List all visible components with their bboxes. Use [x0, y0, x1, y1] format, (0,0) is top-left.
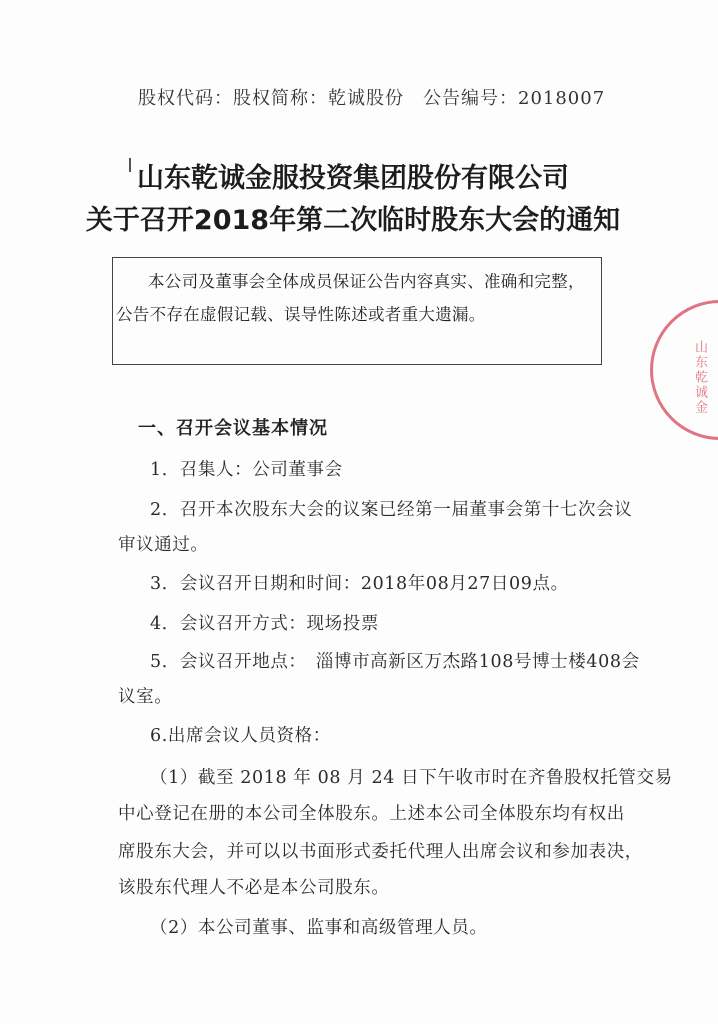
item-eligibility: 6.出席会议人员资格：: [150, 726, 331, 746]
item-location: 5．会议召开地点： 淄博市高新区万杰路108号博士楼408会: [150, 652, 640, 672]
company-seal-text: 山东乾诚金: [692, 340, 707, 415]
item-datetime: 3．会议召开日期和时间：2018年08月27日09点。: [150, 574, 569, 594]
item-shareholders-cont-3: 该股东代理人不必是本公司股东。: [118, 878, 390, 898]
item-proposal-cont: 审议通过。: [118, 535, 209, 555]
item-convener: 1．召集人：公司董事会: [150, 460, 343, 480]
item-shareholders-cont-2: 席股东大会，并可以以书面形式委托代理人出席会议和参加表决，: [118, 842, 643, 862]
item-proposal: 2．召开本次股东大会的议案已经第一届董事会第十七次会议: [150, 500, 633, 520]
company-title: 山东乾诚金服投资集团股份有限公司: [137, 163, 569, 194]
item-location-cont: 议室。: [118, 687, 173, 707]
section-heading: 一、召开会议基本情况: [138, 418, 328, 439]
disclaimer-line-1: 本公司及董事会全体成员保证公告内容真实、准确和完整，: [148, 272, 585, 291]
notice-title: 关于召开2018年第二次临时股东大会的通知: [85, 205, 621, 236]
stock-code-line: 股权代码：股权简称：乾诚股份 公告编号：2018007: [138, 88, 606, 109]
disclaimer-line-2: 公告不存在虚假记载、误导性陈述或者重大遗漏。: [116, 305, 486, 324]
item-shareholders-cont-1: 中心登记在册的本公司全体股东。上述本公司全体股东均有权出: [118, 804, 625, 824]
item-shareholders: （1）截至 2018 年 08 月 24 日下午收市时在齐鲁股权托管交易: [150, 768, 673, 788]
item-method: 4．会议召开方式：现场投票: [150, 614, 379, 634]
item-officers: （2）本公司董事、监事和高级管理人员。: [150, 918, 488, 938]
